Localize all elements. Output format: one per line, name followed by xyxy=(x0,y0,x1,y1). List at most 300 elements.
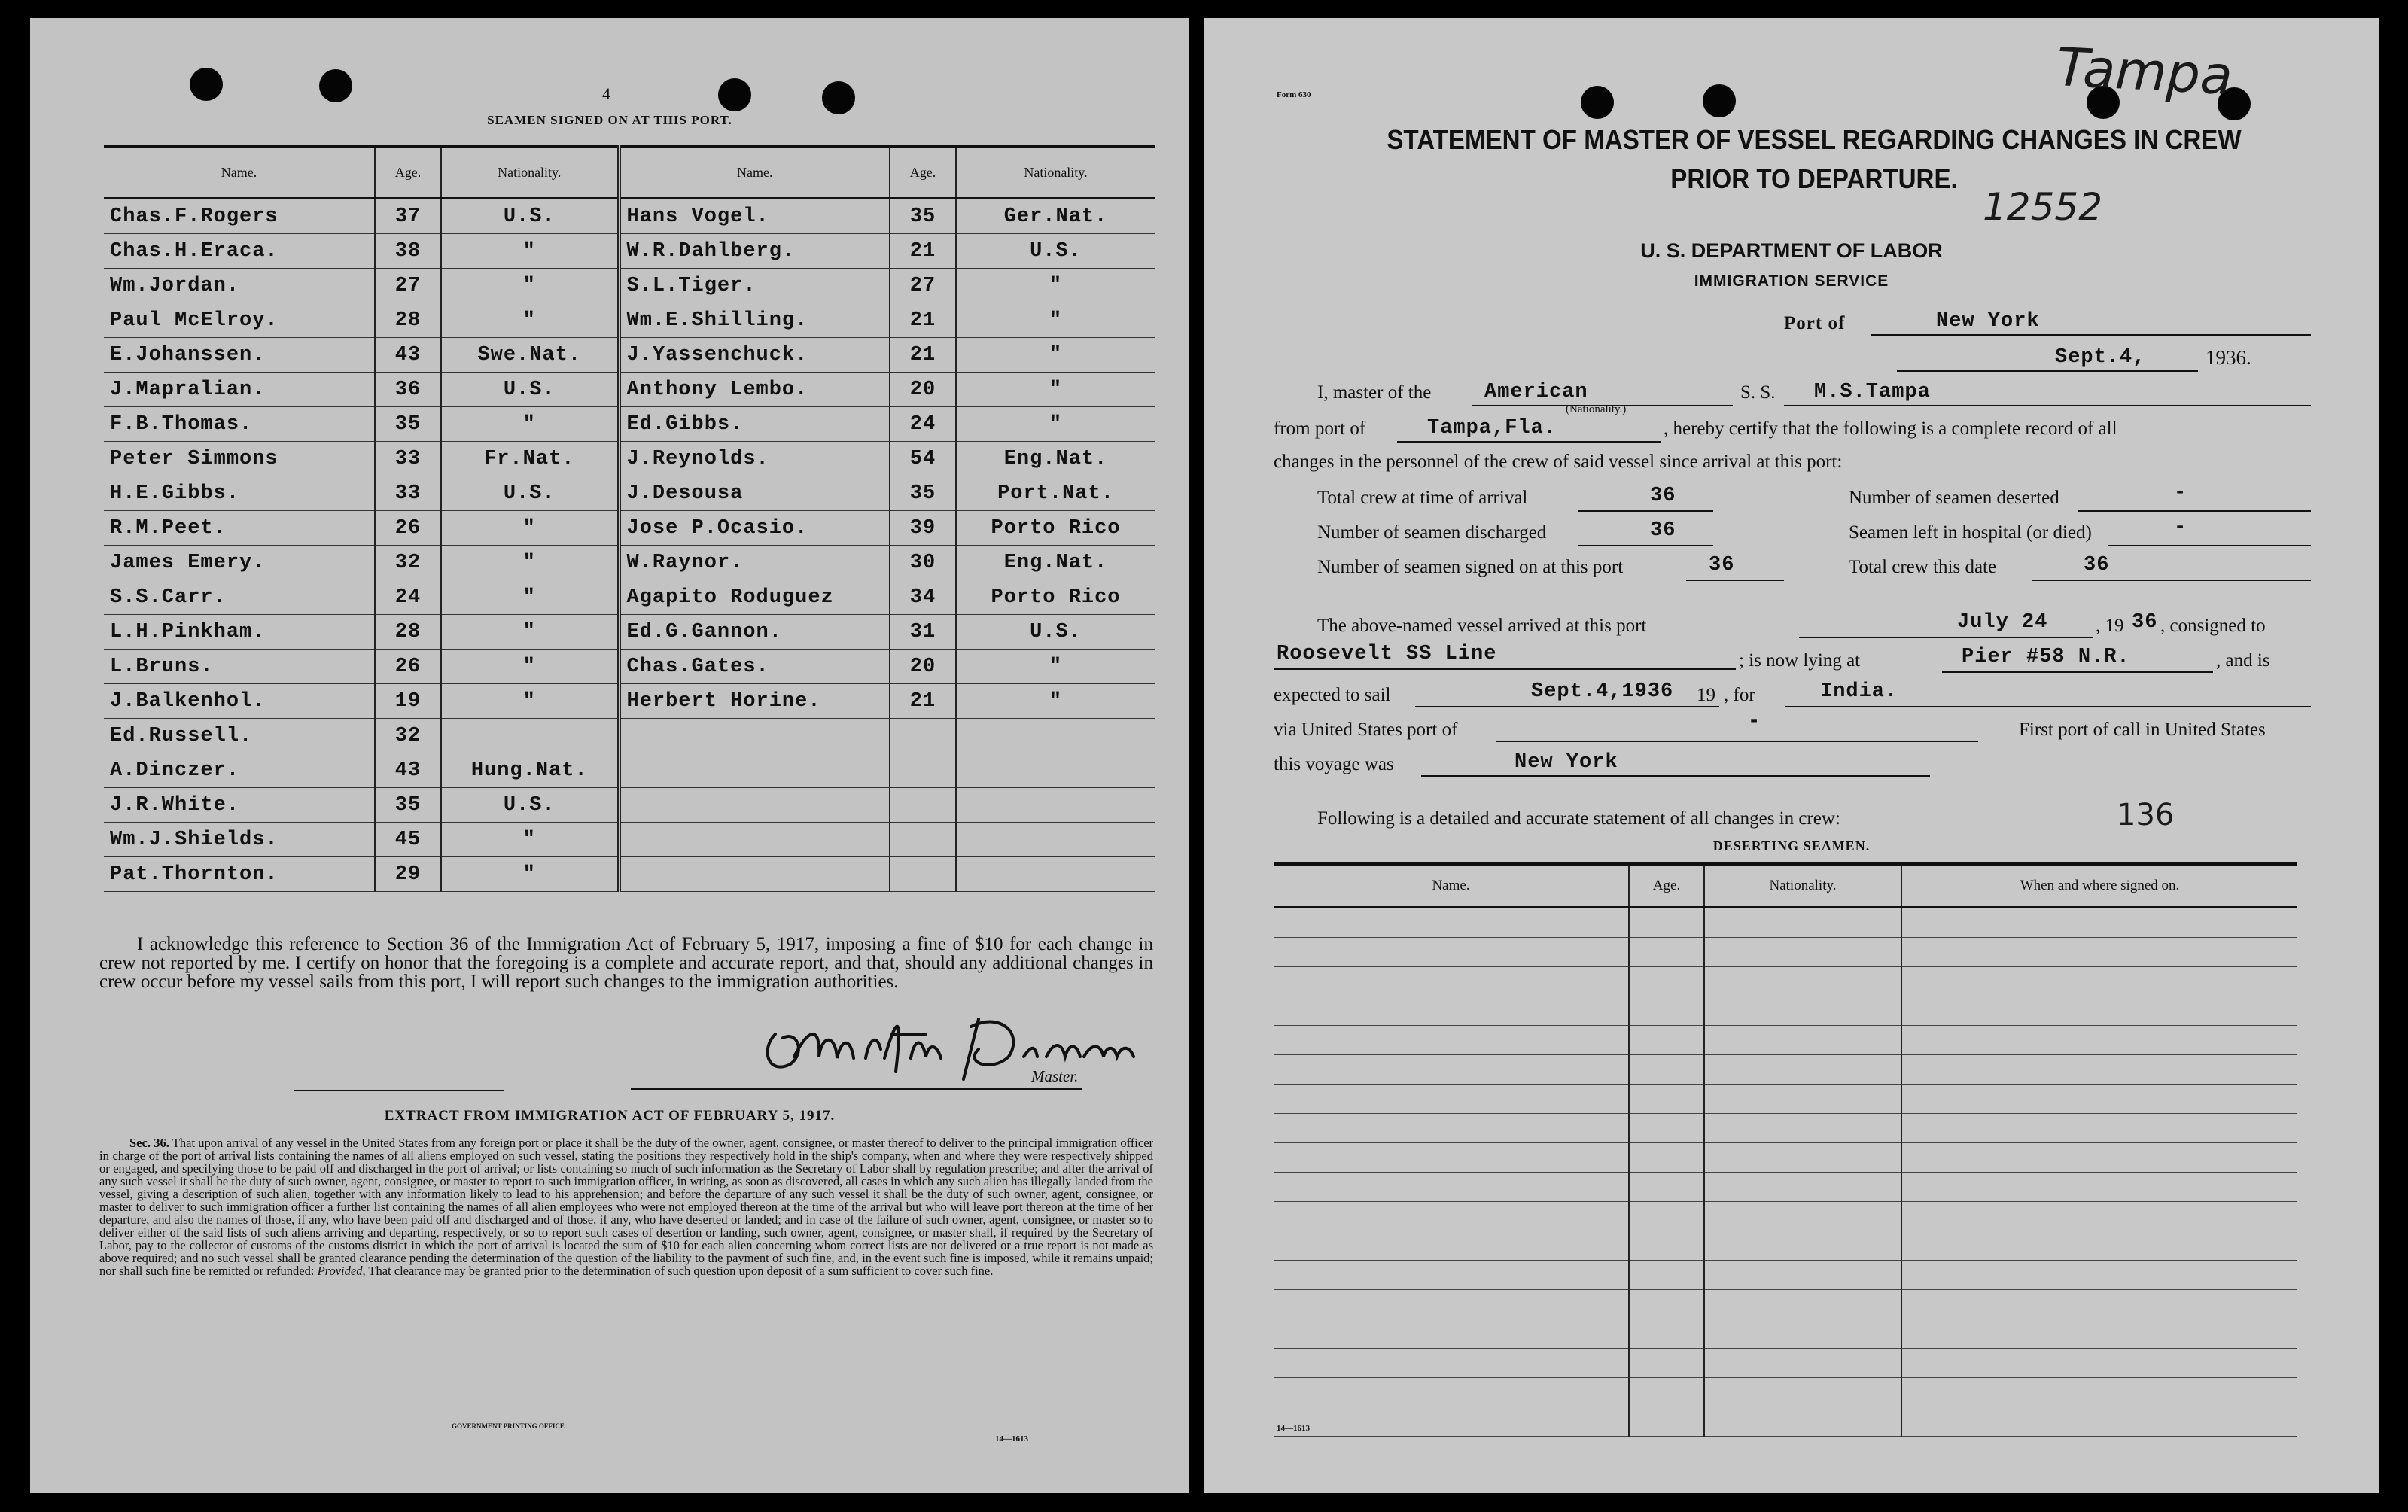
table-cell: 35 xyxy=(375,788,441,823)
table-cell: Ed.Russell. xyxy=(104,719,375,753)
table-cell: U.S. xyxy=(441,788,619,823)
blank-cell xyxy=(1629,1202,1704,1231)
underline xyxy=(1415,706,1719,707)
table-cell: " xyxy=(441,269,619,303)
table-cell: S.S.Carr. xyxy=(104,580,375,615)
arrived-value: July 24 xyxy=(1957,611,2048,634)
table-cell: 26 xyxy=(375,511,441,546)
blank-cell xyxy=(1629,1085,1704,1114)
printer-mark: GOVERNMENT PRINTING OFFICE xyxy=(452,1422,565,1430)
table-cell: 20 xyxy=(890,650,956,684)
blank-ruled-row xyxy=(1274,1231,2297,1261)
table-cell: Eng.Nat. xyxy=(956,546,1155,580)
blank-cell xyxy=(1704,1290,1901,1319)
table-cell: " xyxy=(956,650,1155,684)
table-cell xyxy=(890,719,956,753)
table-cell xyxy=(890,788,956,823)
blank-cell xyxy=(1629,1378,1704,1407)
table-cell: J.R.White. xyxy=(104,788,375,823)
table-cell: " xyxy=(441,823,619,857)
nationality-caption: (Nationality.) xyxy=(1566,403,1627,415)
table-cell: 21 xyxy=(890,234,956,269)
blank-cell xyxy=(1901,1202,2297,1231)
table-header-row xyxy=(104,146,1155,199)
table-cell: Hung.Nat. xyxy=(441,753,619,788)
table-cell: " xyxy=(441,546,619,580)
blank-cell xyxy=(1901,938,2297,967)
table-cell: Chas.Gates. xyxy=(619,650,890,684)
table-cell: " xyxy=(441,650,619,684)
ship-value: M.S.Tampa xyxy=(1814,381,1931,403)
table-row xyxy=(104,719,1155,753)
table-cell: " xyxy=(956,269,1155,303)
column-header: Nationality. xyxy=(956,146,1155,199)
table-row xyxy=(104,373,1155,407)
master-signature xyxy=(753,1004,1174,1087)
table-cell: 20 xyxy=(890,373,956,407)
and-is-label: , and is xyxy=(2216,650,2270,671)
table-cell: 32 xyxy=(375,719,441,753)
date-year: 1936. xyxy=(2206,346,2251,369)
ship-underline xyxy=(1784,405,2311,406)
following-label: Following is a detailed and accurate statement of all changes in crew: xyxy=(1317,808,1840,829)
column-header: Age. xyxy=(890,146,956,199)
table-cell: 31 xyxy=(890,615,956,650)
table-row xyxy=(104,580,1155,615)
blank-ruled-row xyxy=(1274,1085,2297,1114)
underline xyxy=(1799,637,2093,638)
table-cell: 39 xyxy=(890,511,956,546)
hospital-value: - xyxy=(2174,516,2187,539)
blank-cell xyxy=(1901,1319,2297,1349)
table-cell: W.Raynor. xyxy=(619,546,890,580)
title-line-2: PRIOR TO DEPARTURE. xyxy=(1670,163,1958,194)
table-cell: Anthony Lembo. xyxy=(619,373,890,407)
table-cell: " xyxy=(956,684,1155,719)
blank-cell xyxy=(1704,1085,1901,1114)
blank-cell xyxy=(1901,1055,2297,1085)
table-cell: J.Yassenchuck. xyxy=(619,338,890,373)
table-cell: F.B.Thomas. xyxy=(104,407,375,442)
blank-cell xyxy=(1274,1173,1629,1202)
blank-cell xyxy=(1704,1202,1901,1231)
deserting-seamen-table xyxy=(1274,862,2297,1437)
table-cell: Eng.Nat. xyxy=(956,442,1155,476)
table-cell: 28 xyxy=(375,303,441,338)
table-cell: 29 xyxy=(375,857,441,892)
table-cell: 37 xyxy=(375,199,441,234)
column-header: Age. xyxy=(375,146,441,199)
table-row xyxy=(104,199,1155,234)
table-cell: Peter Simmons xyxy=(104,442,375,476)
blank-cell xyxy=(1629,1261,1704,1290)
expected-label: expected to sail xyxy=(1274,685,1391,705)
table-row xyxy=(104,407,1155,442)
underline xyxy=(1496,741,1978,742)
table-row xyxy=(104,650,1155,684)
table-cell: " xyxy=(441,234,619,269)
blank-cell xyxy=(1704,1143,1901,1173)
page-number: 4 xyxy=(602,84,610,103)
table-cell: " xyxy=(956,303,1155,338)
column-header: Name. xyxy=(104,146,375,199)
blank-cell xyxy=(1901,1143,2297,1173)
table-cell: J.Mapralian. xyxy=(104,373,375,407)
table-row xyxy=(104,511,1155,546)
table-cell: 45 xyxy=(375,823,441,857)
section-label: Sec. 36. xyxy=(129,1136,169,1150)
table-cell: " xyxy=(441,684,619,719)
underline xyxy=(1686,580,1784,581)
underline xyxy=(1942,671,2213,673)
table-cell: 43 xyxy=(375,338,441,373)
table-cell: L.H.Pinkham. xyxy=(104,615,375,650)
sail-date-value: Sept.4,1936 xyxy=(1531,680,1674,703)
blank-cell xyxy=(1704,1055,1901,1085)
table-cell: Porto Rico xyxy=(956,511,1155,546)
table-cell: 21 xyxy=(890,338,956,373)
table-cell xyxy=(890,823,956,857)
underline xyxy=(1578,510,1713,512)
table-cell: Wm.E.Shilling. xyxy=(619,303,890,338)
handwritten-number: 12552 xyxy=(1983,185,2103,229)
table-cell: Porto Rico xyxy=(956,580,1155,615)
blank-cell xyxy=(1274,1407,1629,1437)
table-cell: Ed.Gibbs. xyxy=(619,407,890,442)
table-row xyxy=(104,684,1155,719)
lying-label: ; is now lying at xyxy=(1739,650,1861,671)
blank-cell xyxy=(1704,1173,1901,1202)
underline xyxy=(1578,545,1713,546)
table-cell: 32 xyxy=(375,546,441,580)
table-cell: 27 xyxy=(890,269,956,303)
blank-cell xyxy=(1274,1290,1629,1319)
department-name: U. S. DEPARTMENT OF LABOR xyxy=(1640,239,1943,262)
voyage-value: New York xyxy=(1515,751,1618,774)
blank-cell xyxy=(1274,1143,1629,1173)
right-page xyxy=(1204,18,2379,1493)
port-underline xyxy=(1871,334,2311,336)
provided-label: Provided, xyxy=(317,1264,366,1278)
total-crew-date-value: 36 xyxy=(2084,554,2110,577)
blank-cell xyxy=(1274,1378,1629,1407)
table-row xyxy=(104,857,1155,892)
for-label: , for xyxy=(1724,685,1755,705)
from-port-value: Tampa,Fla. xyxy=(1427,417,1557,440)
column-header: Age. xyxy=(1629,864,1704,908)
table-cell xyxy=(956,788,1155,823)
section-body: That upon arrival of any vessel in the United States from any foreign port or place it shall be the duty of the owner, agent, consignee, or master thereof to deliver to the principal immigration officer in charge of the port of arrival lists containing the names of all aliens employed on such vessel, stating the positions they respectively hold in the ship's company, when and where they were respectively shipped or engaged, and specifying those to be paid off and discharged in the port of arrival; or lists containing so much of such information as the Secretary of Labor shall by regulation prescribe; and after the arrival of any such vessel it shall be the duty of such owner, agent, consignee, or master to report to such immigration officer, in writing, as soon as discovered, all cases in which any such alien has illegally landed from the vessel, giving a description of such alien, together with any information likely to lead to his apprehension; and before the departure of any such vessel it shall be the duty of such owner, agent, consignee, or master to deliver to such immigration officer a further list containing the names of all alien employees who were not employed thereon at the time of the arrival but who will leave port thereon at the time of her departure, and also the names of those, if any, who have been paid off and discharged and of those, if any, who have deserted or landed; and in case of the failure of such owner, agent, consignee, or master so to deliver either of the said lists of such aliens arriving and departing, respectively, or so to report such cases of desertion or landing, such owner, agent, consignee, or master shall, if required by the Secretary of Labor, pay to the collector of customs of the customs district in which the port of arrival is located the sum of $10 for each alien concerning whom correct lists are not delivered or a true report is not made as above required; and no such vessel shall be granted clearance pending the determination of the question of the liability to the payment of such fine, and, in the event such fine is imposed, while it remains unpaid; nor shall such fine be remitted or refunded: xyxy=(99,1136,1154,1278)
deserted-label: Number of seamen deserted xyxy=(1849,488,2059,508)
blank-cell xyxy=(1274,996,1629,1026)
table-cell: Ed.G.Gannon. xyxy=(619,615,890,650)
table-cell: U.S. xyxy=(956,615,1155,650)
blank-cell xyxy=(1901,996,2297,1026)
blank-ruled-row xyxy=(1274,1055,2297,1085)
blank-cell xyxy=(1704,996,1901,1026)
handwritten-ship-name: Tampa xyxy=(2055,35,2234,108)
blank-cell xyxy=(1704,1114,1901,1143)
table-cell xyxy=(956,823,1155,857)
table-cell: Herbert Horine. xyxy=(619,684,890,719)
table-cell: 43 xyxy=(375,753,441,788)
table-cell: Hans Vogel. xyxy=(619,199,890,234)
table-cell: " xyxy=(441,303,619,338)
table-cell: H.E.Gibbs. xyxy=(104,476,375,511)
table-cell: Pat.Thornton. xyxy=(104,857,375,892)
table-cell: L.Bruns. xyxy=(104,650,375,684)
arrived-year-prefix: , 19 xyxy=(2096,616,2124,636)
blank-cell xyxy=(1629,1319,1704,1349)
table-cell: " xyxy=(956,373,1155,407)
table-cell: 35 xyxy=(375,407,441,442)
table-cell: Chas.H.Eraca. xyxy=(104,234,375,269)
punch-hole xyxy=(1703,84,1736,117)
blank-ruled-row xyxy=(1274,1349,2297,1378)
blank-cell xyxy=(1629,967,1704,996)
column-header: When and where signed on. xyxy=(1901,864,2297,908)
table-cell: Wm.Jordan. xyxy=(104,269,375,303)
from-port-label: from port of xyxy=(1274,418,1366,439)
table-row xyxy=(104,338,1155,373)
blank-cell xyxy=(1901,1085,2297,1114)
blank-ruled-row xyxy=(1274,1290,2297,1319)
signature-line xyxy=(631,1088,1082,1090)
discharged-label: Number of seamen discharged xyxy=(1317,522,1547,543)
blank-ruled-row xyxy=(1274,967,2297,996)
column-header: Name. xyxy=(1274,864,1629,908)
blank-cell xyxy=(1704,1378,1901,1407)
table-cell: U.S. xyxy=(441,373,619,407)
table-row xyxy=(104,823,1155,857)
table-cell: U.S. xyxy=(441,476,619,511)
signed-on-value: 36 xyxy=(1709,554,1735,577)
table-cell xyxy=(619,788,890,823)
blank-cell xyxy=(1629,1173,1704,1202)
table-cell: Jose P.Ocasio. xyxy=(619,511,890,546)
table-cell xyxy=(956,719,1155,753)
table-row xyxy=(104,442,1155,476)
consignee-value: Roosevelt SS Line xyxy=(1277,643,1497,665)
table-cell: James Emery. xyxy=(104,546,375,580)
table-cell: Ger.Nat. xyxy=(956,199,1155,234)
deserted-value: - xyxy=(2174,482,2187,504)
table-cell: J.Reynolds. xyxy=(619,442,890,476)
table-cell: 19 xyxy=(375,684,441,719)
blank-cell xyxy=(1274,967,1629,996)
provided-text: That clearance may be granted prior to the determination of such question upon deposit of a sum sufficient to cover such fine. xyxy=(368,1264,994,1278)
blank-cell xyxy=(1704,967,1901,996)
blank-cell xyxy=(1274,1114,1629,1143)
blank-cell xyxy=(1901,1173,2297,1202)
sail-year-label: 19 xyxy=(1697,685,1715,705)
seamen-signed-on-table xyxy=(104,145,1155,892)
from-port-underline xyxy=(1397,441,1661,443)
table-row xyxy=(104,234,1155,269)
nationality-value: American xyxy=(1484,381,1588,403)
table-cell xyxy=(441,719,619,753)
blank-cell xyxy=(1629,938,1704,967)
punch-hole xyxy=(1581,86,1614,119)
blank-cell xyxy=(1629,1290,1704,1319)
table-cell: Port.Nat. xyxy=(956,476,1155,511)
blank-cell xyxy=(1704,1026,1901,1055)
via-value: - xyxy=(1748,710,1761,733)
blank-cell xyxy=(1704,938,1901,967)
total-crew-arrival-label: Total crew at time of arrival xyxy=(1317,488,1528,508)
blank-cell xyxy=(1274,1085,1629,1114)
table-cell xyxy=(619,719,890,753)
certify-text: , hereby certify that the following is a complete record of all xyxy=(1664,418,2117,439)
table-cell: Paul McElroy. xyxy=(104,303,375,338)
table-cell: J.Desousa xyxy=(619,476,890,511)
section-36-text xyxy=(99,1136,1153,1277)
blank-cell xyxy=(1704,1407,1901,1437)
blank-cell xyxy=(1274,1026,1629,1055)
punch-hole xyxy=(319,69,352,102)
underline xyxy=(1274,668,1736,670)
handwritten-136: 136 xyxy=(2117,798,2175,832)
underline xyxy=(2108,545,2311,546)
underline xyxy=(1421,775,1930,777)
blank-cell xyxy=(1704,908,1901,938)
port-value: New York xyxy=(1936,310,2040,333)
blank-cell xyxy=(1901,1231,2297,1261)
blank-ruled-row xyxy=(1274,1319,2297,1349)
table-row xyxy=(104,615,1155,650)
pier-value: Pier #58 N.R. xyxy=(1962,646,2130,668)
arrived-label: The above-named vessel arrived at this port xyxy=(1317,616,1647,636)
blank-ruled-row xyxy=(1274,1173,2297,1202)
blank-cell xyxy=(1629,1114,1704,1143)
blank-cell xyxy=(1901,1378,2297,1407)
table-cell: Swe.Nat. xyxy=(441,338,619,373)
table-cell: U.S. xyxy=(956,234,1155,269)
table-cell: J.Balkenhol. xyxy=(104,684,375,719)
blank-cell xyxy=(1629,1143,1704,1173)
table-cell: U.S. xyxy=(441,199,619,234)
first-port-label: First port of call in United States xyxy=(2019,719,2266,740)
hospital-label: Seamen left in hospital (or died) xyxy=(1849,522,2092,543)
table-cell: A.Dinczer. xyxy=(104,753,375,788)
blank-cell xyxy=(1901,908,2297,938)
table-cell xyxy=(619,823,890,857)
column-header: Nationality. xyxy=(441,146,619,199)
title-line-1: STATEMENT OF MASTER OF VESSEL REGARDING CHANGES IN CREW xyxy=(1387,124,2242,155)
changes-text: changes in the personnel of the crew of said vessel since arrival at this port: xyxy=(1274,452,1843,472)
blank-cell xyxy=(1274,938,1629,967)
table-row xyxy=(104,303,1155,338)
blank-cell xyxy=(1629,1055,1704,1085)
blank-cell xyxy=(1629,996,1704,1026)
blank-cell xyxy=(1704,1261,1901,1290)
underline xyxy=(1785,706,2311,707)
blank-cell xyxy=(1274,1319,1629,1349)
table-row xyxy=(104,546,1155,580)
blank-ruled-row xyxy=(1274,1261,2297,1290)
table-cell: W.R.Dahlberg. xyxy=(619,234,890,269)
table-cell: R.M.Peet. xyxy=(104,511,375,546)
punch-hole xyxy=(190,68,223,101)
table-cell: " xyxy=(441,511,619,546)
blank-cell xyxy=(1704,1231,1901,1261)
table-cell xyxy=(956,753,1155,788)
blank-cell xyxy=(1901,1026,2297,1055)
blank-ruled-row xyxy=(1274,996,2297,1026)
blank-cell xyxy=(1274,1261,1629,1290)
table-cell: " xyxy=(956,338,1155,373)
table-cell: 54 xyxy=(890,442,956,476)
table-cell: 30 xyxy=(890,546,956,580)
table-cell: 27 xyxy=(375,269,441,303)
table-cell: 21 xyxy=(890,303,956,338)
table-cell: 38 xyxy=(375,234,441,269)
blank-cell xyxy=(1629,1407,1704,1437)
master-label: Master. xyxy=(1031,1067,1079,1085)
port-label: Port of xyxy=(1784,313,1846,333)
blank-ruled-row xyxy=(1274,908,2297,938)
table-cell: " xyxy=(441,615,619,650)
blank-cell xyxy=(1901,1261,2297,1290)
date-value: Sept.4, xyxy=(2055,346,2146,369)
date-underline xyxy=(1897,370,2198,372)
deserting-heading: DESERTING SEAMEN. xyxy=(1712,838,1871,853)
voyage-label: this voyage was xyxy=(1274,754,1394,774)
blank-cell xyxy=(1901,1407,2297,1437)
blank-ruled-row xyxy=(1274,1202,2297,1231)
punch-hole xyxy=(822,81,855,114)
extract-title: EXTRACT FROM IMMIGRATION ACT OF FEBRUARY 5, 1917. xyxy=(384,1108,836,1124)
table-row xyxy=(104,788,1155,823)
section-heading: SEAMEN SIGNED ON AT THIS PORT. xyxy=(487,113,732,127)
punch-hole xyxy=(718,78,751,111)
blank-cell xyxy=(1629,1231,1704,1261)
arrived-year-value: 36 xyxy=(2132,611,2158,634)
table-cell xyxy=(619,753,890,788)
ss-label: S. S. xyxy=(1740,382,1776,403)
table-cell: 28 xyxy=(375,615,441,650)
service-name: IMMIGRATION SERVICE xyxy=(1694,272,1889,290)
table-row xyxy=(104,269,1155,303)
blank-cell xyxy=(1704,1349,1901,1378)
acknowledgement-text: I acknowledge this reference to Section 36 of the Immigration Act of February 5, 1917, imposing a fine of $10 for each change in crew not reported by me. I certify on honor that the foregoing is a complete and accurate report, and that, should any additional changes in crew occur before my vessel sails from this port, I will report such changes to the immigration authorities. xyxy=(99,934,1153,992)
table-cell: E.Johanssen. xyxy=(104,338,375,373)
blank-ruled-row xyxy=(1274,1407,2297,1437)
table-cell: 24 xyxy=(375,580,441,615)
blank-cell xyxy=(1629,1349,1704,1378)
blank-cell xyxy=(1629,1026,1704,1055)
table-cell xyxy=(890,857,956,892)
table-cell: 24 xyxy=(890,407,956,442)
signature-line xyxy=(294,1090,504,1091)
blank-ruled-row xyxy=(1274,1143,2297,1173)
table-row xyxy=(104,476,1155,511)
blank-cell xyxy=(1274,1055,1629,1085)
underline xyxy=(2078,510,2311,512)
table-header-row xyxy=(1274,864,2297,908)
column-header: Nationality. xyxy=(1704,864,1901,908)
table-cell: " xyxy=(441,580,619,615)
total-crew-date-label: Total crew this date xyxy=(1849,557,1997,577)
blank-ruled-row xyxy=(1274,1114,2297,1143)
table-cell: 33 xyxy=(375,442,441,476)
table-cell: " xyxy=(441,857,619,892)
destination-value: India. xyxy=(1820,680,1898,703)
blank-cell xyxy=(1274,1202,1629,1231)
table-cell: 35 xyxy=(890,476,956,511)
blank-cell xyxy=(1901,1349,2297,1378)
blank-ruled-row xyxy=(1274,1026,2297,1055)
